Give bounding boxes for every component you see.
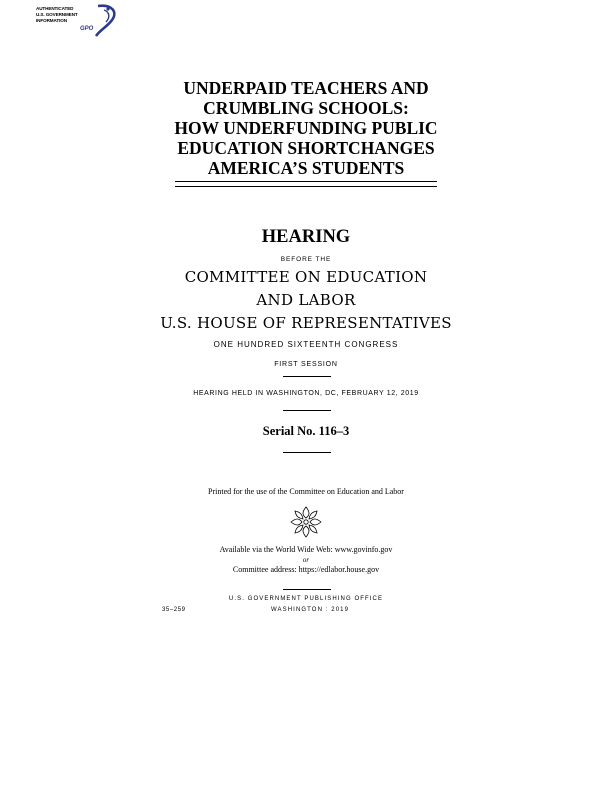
- gpo-mark: GPO: [80, 26, 94, 32]
- logo-line-1: AUTHENTICATED: [36, 6, 74, 11]
- before-the-label: BEFORE THE: [280, 256, 332, 263]
- committee-line-2: AND LABOR: [256, 291, 356, 309]
- serial-number: Serial No. 116–3: [262, 424, 350, 438]
- title-line-5: AMERICA’S STUDENTS: [207, 158, 405, 178]
- gpo-seal-icon: [289, 505, 323, 539]
- hearing-held-label: HEARING HELD IN WASHINGTON, DC, FEBRUARY 12, 2019: [193, 390, 419, 397]
- title-line-4: EDUCATION SHORTCHANGES: [177, 138, 435, 158]
- document-number: 35–259: [162, 607, 186, 613]
- committee-line-3: U.S. HOUSE OF REPRESENTATIVES: [160, 314, 452, 332]
- rule-3: [283, 452, 331, 453]
- logo-line-3: INFORMATION: [36, 18, 67, 23]
- committee-address: Committee address: https://edlabor.house.gov: [232, 565, 380, 574]
- title-double-rule: [175, 181, 437, 187]
- or-label: or: [302, 556, 310, 564]
- hearing-title: [0, 78, 612, 178]
- hearing-heading: HEARING: [261, 227, 351, 247]
- gpo-authenticated-logo: [36, 4, 118, 40]
- printed-for-note: Printed for the use of the Committee on Education and Labor: [208, 487, 404, 496]
- committee-line-1: COMMITTEE ON EDUCATION: [184, 268, 428, 286]
- title-line-3: HOW UNDERFUNDING PUBLIC: [174, 118, 438, 138]
- session-label: FIRST SESSION: [274, 361, 338, 368]
- congress-label: ONE HUNDRED SIXTEENTH CONGRESS: [213, 340, 399, 349]
- washington-year: WASHINGTON : 2019: [271, 607, 350, 613]
- rule-1: [283, 376, 331, 377]
- title-line-2: CRUMBLING SCHOOLS:: [203, 98, 409, 118]
- web-availability: Available via the World Wide Web: www.govinfo.gov: [219, 545, 393, 554]
- rule-4: [283, 589, 331, 590]
- rule-2: [283, 410, 331, 411]
- title-line-1: UNDERPAID TEACHERS AND: [183, 78, 429, 98]
- logo-line-2: U.S. GOVERNMENT: [36, 12, 78, 17]
- eagle-swoosh-icon: [88, 4, 120, 38]
- publishing-office: U.S. GOVERNMENT PUBLISHING OFFICE: [228, 596, 384, 602]
